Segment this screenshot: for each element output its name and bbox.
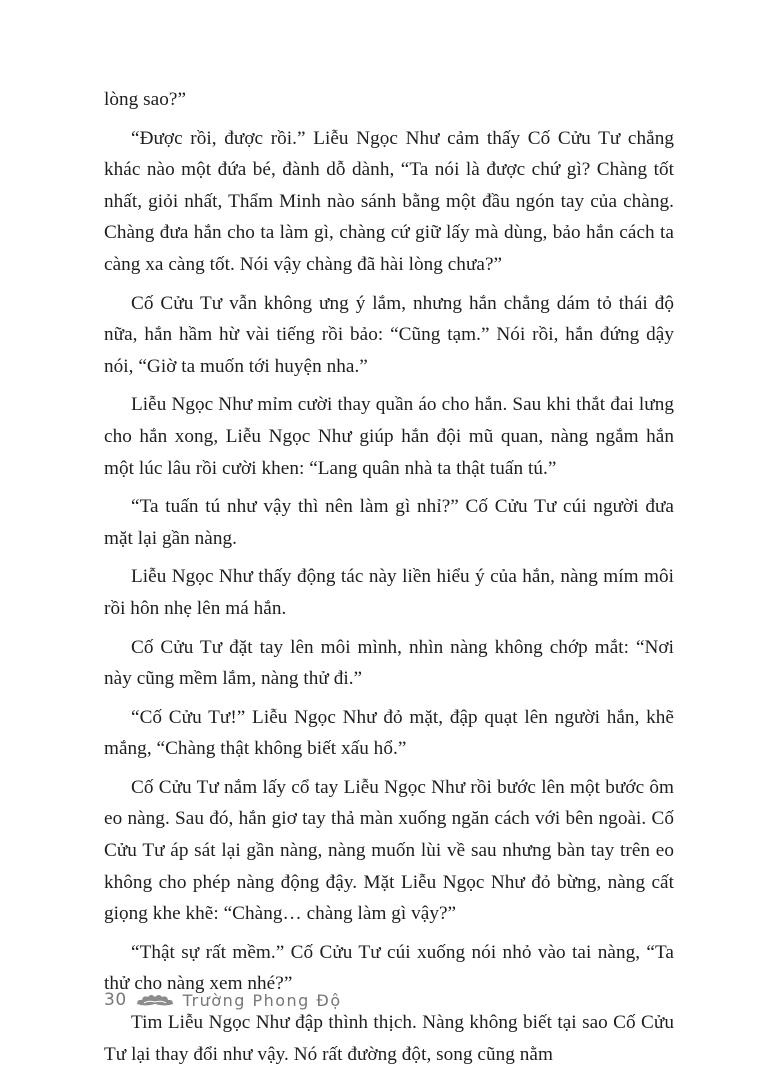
paragraph-8: “Cố Cửu Tư!” Liễu Ngọc Như đỏ mặt, đập quạt lên người hắn, khẽ mắng, “Chàng thật không biết xấu hổ.” [104, 706, 674, 760]
paragraph-11: Tim Liễu Ngọc Như đập thình thịch. Nàng không biết tại sao Cố Cửu Tư lại thay đổi như vậy. Nó rất đường đột, song cũng nằm [104, 1012, 674, 1065]
page-body [104, 84, 674, 1077]
paragraph-2: “Được rồi, được rồi.” Liễu Ngọc Như cảm thấy Cố Cửu Tư chẳng khác nào một đứa bé, đành dỗ dành, “Ta nói là được chứ gì? Chàng tốt nhất, giỏi nhất, Thẩm Minh nào sánh bằng một đầu ngón tay của chàng. Chàng đưa hắn cho ta làm gì, chàng cứ giữ lấy mà dùng, bảo hắn cách ta càng xa càng tốt. Nói vậy chàng đã hài lòng chưa?” [104, 127, 674, 275]
paragraph-10: “Thật sự rất mềm.” Cố Cửu Tư cúi xuống nói nhỏ vào tai nàng, “Ta thử cho nàng xem nhé?” [104, 941, 674, 995]
page-number: 30 [104, 990, 127, 1010]
cloud-ornament-icon [135, 992, 175, 1008]
paragraph-1: lòng sao?” [104, 89, 187, 110]
paragraph-5: “Ta tuấn tú như vậy thì nên làm gì nhỉ?” Cố Cửu Tư cúi người đưa mặt lại gần nàng. [104, 496, 674, 549]
paragraph-6: Liễu Ngọc Như thấy động tác này liền hiểu ý của hắn, nàng mím môi rồi hôn nhẹ lên má hắn. [104, 566, 674, 619]
book-author: Trường Phong Độ [182, 990, 342, 1010]
paragraph-3: Cố Cửu Tư vẫn không ưng ý lắm, nhưng hắn chẳng dám tỏ thái độ nữa, hắn hầm hừ vài tiếng rồi bảo: “Cũng tạm.” Nói rồi, hắn đứng dậy nói, “Giờ ta muốn tới huyện nha.” [104, 292, 674, 377]
paragraph-7: Cố Cửu Tư đặt tay lên môi mình, nhìn nàng không chớp mắt: “Nơi này cũng mềm lắm, nàng thử đi.” [104, 636, 674, 690]
page-footer [104, 990, 342, 1010]
paragraph-4: Liễu Ngọc Như mỉm cười thay quần áo cho hắn. Sau khi thắt đai lưng cho hắn xong, Liễu Ngọc Như giúp hắn đội mũ quan, nàng ngắm hắn một lúc lâu rồi cười khen: “Lang quân nhà ta thật tuấn tú.” [104, 394, 674, 479]
paragraph-9: Cố Cửu Tư nắm lấy cổ tay Liễu Ngọc Như rồi bước lên một bước ôm eo nàng. Sau đó, hắn giơ tay thả màn xuống ngăn cách với bên ngoài. Cố Cửu Tư áp sát lại gần nàng, nàng muốn lùi về sau nhưng bàn tay trên eo không cho phép nàng động đậy. Mặt Liễu Ngọc Như đỏ bừng, nàng cất giọng khe khẽ: “Chàng… chàng làm gì vậy?” [104, 776, 674, 925]
